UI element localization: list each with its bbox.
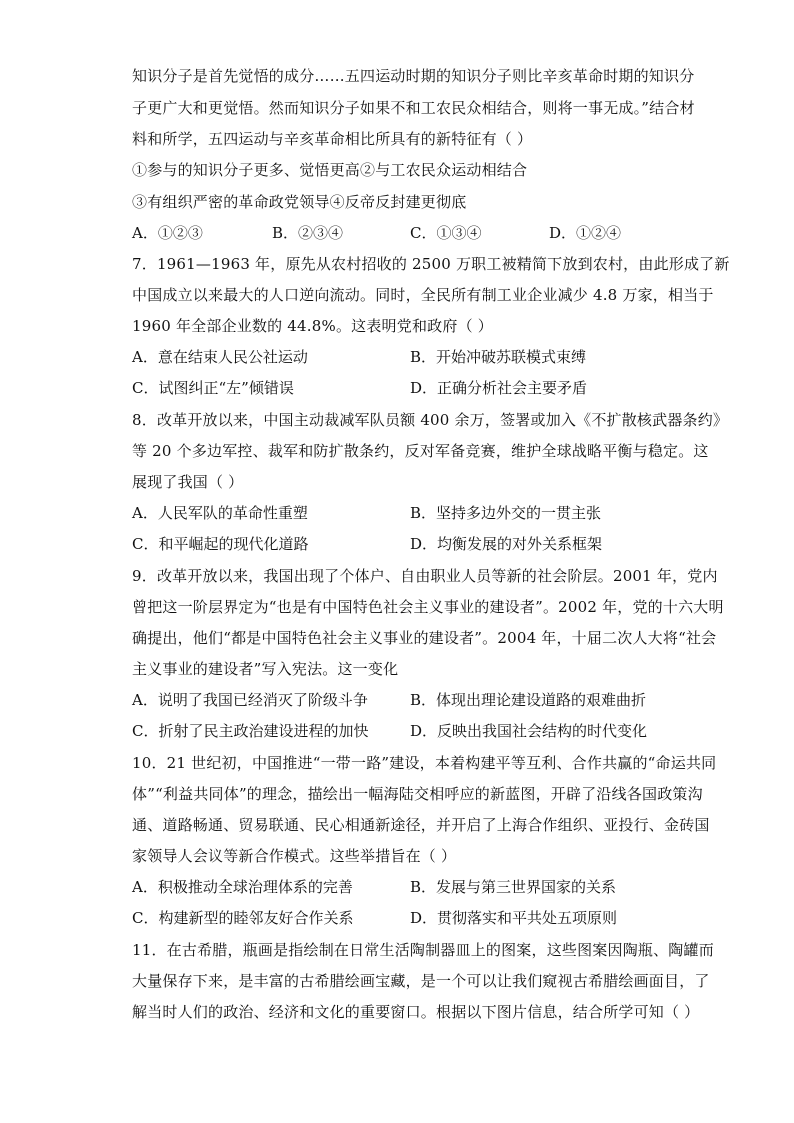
q11-text-line-1: 11．在古希腊，瓶画是指绘制在日常生活陶制器皿上的图案，这些图案因陶瓶、陶罐而 <box>132 941 714 959</box>
q7-option-d: D．正确分析社会主要矛盾 <box>410 379 588 397</box>
q7-text-line-1: 7．1961—1963 年，原先从农村招收的 2500 万职工被精简下放到农村，由此形成了新 <box>132 255 730 273</box>
q10-option-c: C．构建新型的睦邻友好合作关系 <box>132 909 354 927</box>
q9-text-line-4: 主义事业的建设者”写入宪法。这一变化 <box>132 660 399 678</box>
q6-text-line-2: 子更广大和更觉悟。然而知识分子如果不和工农民众相结合，则将一事无成。”结合材 <box>132 99 695 117</box>
q8-option-c: C．和平崛起的现代化道路 <box>132 535 309 553</box>
q10-text-line-3: 通、道路畅通、贸易联通、民心相通新途径，并开启了上海合作组织、亚投行、金砖国 <box>132 816 710 834</box>
q6-option-b: B．②③④ <box>272 224 344 242</box>
q8-option-a: A．人民军队的革命性重塑 <box>132 504 308 522</box>
q9-option-b: B．体现出理论建设道路的艰难曲折 <box>410 691 647 709</box>
q7-option-b: B．开始冲破苏联模式束缚 <box>410 348 587 366</box>
q6-statement-line-1: ①参与的知识分子更多、觉悟更高②与工农民众运动相结合 <box>132 161 528 179</box>
q10-text-line-1: 10．21 世纪初，中国推进“一带一路”建设，本着构建平等互利、合作共赢的“命运共同 <box>132 754 717 772</box>
q6-option-d: D．①②④ <box>549 224 622 242</box>
q9-text-line-3: 确提出，他们“都是中国特色社会主义事业的建设者”。2004 年，十届二次人大将“社会 <box>132 629 717 647</box>
q7-text-line-3: 1960 年全部企业数的 44.8%。这表明党和政府（ ） <box>132 317 493 335</box>
q6-text-line-1: 知识分子是首先觉悟的成分……五四运动时期的知识分子则比辛亥革命时期的知识分 <box>132 67 695 85</box>
q6-option-a: A．①②③ <box>132 224 203 242</box>
q9-option-a: A．说明了我国已经消灭了阶级斗争 <box>132 691 368 709</box>
q6-option-c: C．①③④ <box>410 224 482 242</box>
q10-option-b: B．发展与第三世界国家的关系 <box>410 878 617 896</box>
q8-text-line-2: 等 20 个多边军控、裁军和防扩散条约，反对军备竞赛，维护全球战略平衡与稳定。这 <box>132 442 709 460</box>
q11-text-line-2: 大量保存下来，是丰富的古希腊绘画宝藏，是一个可以让我们窥视古希腊绘画面目，了 <box>132 972 710 990</box>
q8-option-d: D．均衡发展的对外关系框架 <box>410 535 603 553</box>
q9-option-d: D．反映出我国社会结构的时代变化 <box>410 722 648 740</box>
q10-option-d: D．贯彻落实和平共处五项原则 <box>410 909 618 927</box>
q7-option-a: A．意在结束人民公社运动 <box>132 348 308 366</box>
q10-text-line-4: 家领导人会议等新合作模式。这些举措旨在（ ） <box>132 847 457 865</box>
q11-text-line-3: 解当时人们的政治、经济和文化的重要窗口。根据以下图片信息，结合所学可知（ ） <box>132 1003 700 1021</box>
q10-option-a: A．积极推动全球治理体系的完善 <box>132 878 353 896</box>
q8-text-line-1: 8．改革开放以来，中国主动裁减军队员额 400 余万，签署或加入《不扩散核武器条约》 <box>132 411 729 429</box>
q7-option-c: C．试图纠正“左”倾错误 <box>132 379 294 397</box>
q8-option-b: B．坚持多边外交的一贯主张 <box>410 504 602 522</box>
q10-text-line-2: 体”“利益共同体”的理念，描绘出一幅海陆交相呼应的新蓝图，开辟了沿线各国政策沟 <box>132 785 703 803</box>
q9-option-c: C．折射了民主政治建设进程的加快 <box>132 722 369 740</box>
q8-text-line-3: 展现了我国（ ） <box>132 473 244 491</box>
q6-text-line-3: 料和所学，五四运动与辛亥革命相比所具有的新特征有（ ） <box>132 130 533 148</box>
q6-statement-line-2: ③有组织严密的革命政党领导④反帝反封建更彻底 <box>132 193 467 211</box>
q9-text-line-2: 曾把这一阶层界定为“也是有中国特色社会主义事业的建设者”。2002 年，党的十六大明 <box>132 598 724 616</box>
q9-text-line-1: 9．改革开放以来，我国出现了个体户、自由职业人员等新的社会阶层。2001 年，党内 <box>132 567 718 585</box>
q7-text-line-2: 中国成立以来最大的人口逆向流动。同时，全民所有制工业企业减少 4.8 万家，相当于 <box>132 286 714 304</box>
